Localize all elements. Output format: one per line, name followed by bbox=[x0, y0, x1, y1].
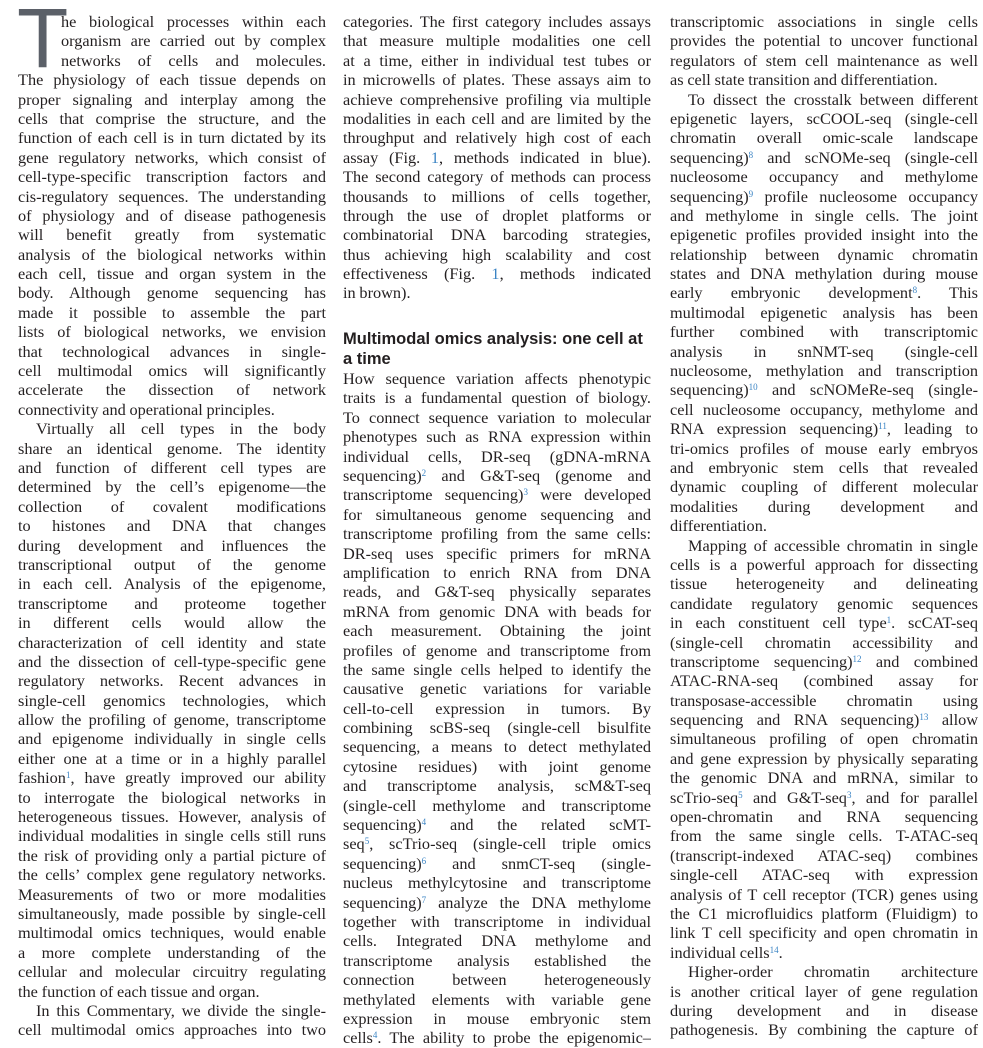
text-line: accelerate the dissection of network bbox=[18, 380, 326, 400]
section-heading bbox=[343, 330, 651, 369]
text-line: assay (Fig. 1, methods indicated in blue). bbox=[343, 147, 651, 167]
text-line: single-cell genomics technologies, which bbox=[18, 690, 326, 710]
text-line: causative genetic variations for variable bbox=[343, 679, 651, 699]
text-line: Higher-order chromatin architecture bbox=[688, 962, 978, 982]
text-line: to interrogate the biological networks in bbox=[18, 787, 326, 807]
text-line: categories. The first category includes assays bbox=[343, 12, 651, 31]
citation-link[interactable]: 3 bbox=[846, 789, 852, 800]
text-line: in each cell. Analysis of the epigenome, bbox=[18, 574, 326, 594]
column-3 bbox=[670, 12, 978, 1040]
text-line: chromatin overall omic-scale landscape bbox=[670, 128, 978, 148]
text-line: fashion$^1$, have greatly improved our ability bbox=[18, 768, 326, 788]
text-line: RNA expression sequencing)$^{11}$, leading to bbox=[670, 419, 978, 439]
text-line: cell-to-cell expression in tumors. By bbox=[343, 698, 651, 718]
text-line: gene regulatory networks, which consist of bbox=[18, 147, 326, 167]
text-line: made it possible to assemble the part bbox=[18, 302, 326, 322]
text-line: allow the profiling of genome, transcriptome bbox=[18, 710, 326, 730]
text-line: organism are carried out by complex bbox=[61, 31, 326, 51]
text-line: share an identical genome. The identity bbox=[18, 438, 326, 458]
paragraph bbox=[18, 12, 326, 419]
text-line: will benefit greatly from systematic bbox=[18, 225, 326, 245]
text-line: in each constituent cell type$^1$. scCAT-seq bbox=[670, 613, 978, 633]
text-line: epigenetic profiles provided insight into the bbox=[670, 225, 978, 245]
text-line: sequencing)$^7$ analyze the DNA methylome bbox=[343, 892, 651, 912]
text-line: through the use of droplet platforms or bbox=[343, 205, 651, 225]
text-line: transcriptomic associations in single cells bbox=[670, 12, 978, 31]
paragraph bbox=[670, 12, 978, 90]
text-line: the same single cells helped to identify the bbox=[343, 659, 651, 679]
text-line: and function of different cell types are bbox=[18, 457, 326, 477]
text-line: relationship between dynamic chromatin bbox=[670, 244, 978, 264]
text-line: individual modalities in single cells still runs bbox=[18, 826, 326, 846]
text-line: single-cell ATAC-seq with expression bbox=[670, 865, 978, 885]
text-line: at a time, either in individual test tubes or bbox=[343, 50, 651, 70]
citation-link[interactable]: 8 bbox=[748, 149, 754, 160]
text-line: To connect sequence variation to molecular bbox=[343, 407, 651, 427]
paragraph bbox=[670, 962, 978, 1040]
text-line: for simultaneous genome sequencing and bbox=[343, 504, 651, 524]
text-line: Mapping of accessible chromatin in single bbox=[688, 535, 978, 555]
text-line: further combined with transcriptomic bbox=[670, 322, 978, 342]
citation-link[interactable]: 13 bbox=[919, 712, 929, 723]
text-line: the cells’ complex gene regulatory networks. bbox=[18, 865, 326, 885]
text-line: early embryonic development$^8$. This bbox=[670, 283, 978, 303]
citation-link[interactable]: 6 bbox=[421, 855, 427, 866]
paragraph bbox=[343, 12, 651, 303]
text-line: transcriptional output of the genome bbox=[18, 554, 326, 574]
text-line: transcriptome and proteome together bbox=[18, 593, 326, 613]
text-line: The second category of methods can process bbox=[343, 167, 651, 187]
text-line: sequencing)$^9$ profile nucleosome occupancy bbox=[670, 186, 978, 206]
text-line: sequencing)$^6$ and snmCT-seq (single- bbox=[343, 853, 651, 873]
drop-cap: T bbox=[17, 0, 69, 85]
text-line: during development and in disease bbox=[670, 1000, 978, 1020]
text-line: regulatory networks. Recent advances in bbox=[18, 671, 326, 691]
paragraph bbox=[18, 1001, 326, 1040]
text-line: simultaneously, made possible by single-cell bbox=[18, 903, 326, 923]
citation-link[interactable]: 12 bbox=[852, 653, 862, 664]
text-line: together with transcriptome in individual bbox=[343, 912, 651, 931]
text-line: expression in mouse embryonic stem bbox=[343, 1008, 651, 1028]
text-line: profiles of genome and transcriptome from bbox=[343, 640, 651, 660]
text-line: either one at a time or in a highly parallel bbox=[18, 748, 326, 768]
text-line: characterization of cell identity and state bbox=[18, 632, 326, 652]
citation-link[interactable]: 5 bbox=[364, 836, 370, 847]
text-line: reads, and G&T-seq physically separates bbox=[343, 582, 651, 602]
text-line: (transcript-indexed ATAC-seq) combines bbox=[670, 845, 978, 865]
text-line: In this Commentary, we divide the single- bbox=[36, 1000, 326, 1020]
text-line: analysis of the biological networks within bbox=[18, 244, 326, 264]
text-line: epigenetic layers, scCOOL-seq (single-cell bbox=[670, 108, 978, 128]
text-line: cells that comprise the structure, and the bbox=[18, 108, 326, 128]
text-line: and transcriptome analysis, scM&T-seq bbox=[343, 776, 651, 796]
text-line: tissue heterogeneity and delineating bbox=[670, 574, 978, 594]
text-line: and the dissection of cell-type-specific gene bbox=[18, 651, 326, 671]
text-line: cytosine residues) with joint genome bbox=[343, 756, 651, 776]
text-line: modalities during development and bbox=[670, 496, 978, 516]
citation-link[interactable]: 3 bbox=[523, 487, 528, 498]
text-line: dynamic coupling of different molecular bbox=[670, 477, 978, 497]
text-line: of physiology and of disease pathogenesis bbox=[18, 205, 326, 225]
text-line: connectivity and operational principles. bbox=[18, 399, 275, 419]
text-line: and methylome in single cells. The joint bbox=[670, 205, 978, 225]
text-line: thus achieving high scalability and cost bbox=[343, 244, 651, 264]
text-line: (single-cell chromatin accessibility and bbox=[670, 632, 978, 652]
text-line: cells$^4$. The ability to probe the epigenomic– bbox=[343, 1028, 651, 1048]
text-line: and epigenome individually in single cells bbox=[18, 729, 326, 749]
text-line: cell-type-specific transcription factors and bbox=[18, 167, 326, 187]
figure-link[interactable]: 1 bbox=[430, 147, 440, 167]
text-line: states and DNA methylation during mouse bbox=[670, 264, 978, 284]
text-line: regulators of stem cell maintenance as well bbox=[670, 50, 978, 70]
text-line: each measurement. Obtaining the joint bbox=[343, 621, 651, 641]
text-line: the risk of providing only a partial picture of bbox=[18, 845, 326, 865]
text-line: traits is a fundamental question of biology. bbox=[343, 388, 651, 408]
text-line: as cell state transition and differentiation. bbox=[670, 70, 938, 90]
text-line: mRNA from genomic DNA with beads for bbox=[343, 601, 651, 621]
text-line: amplification to enrich RNA from DNA bbox=[343, 562, 651, 582]
citation-link[interactable]: 1 bbox=[65, 770, 71, 781]
text-line: multimodal omics techniques, would enable bbox=[18, 923, 326, 943]
spacer bbox=[343, 303, 651, 322]
text-line: transcriptome profiling from the same cells: bbox=[343, 524, 651, 544]
text-line: open-chromatin and RNA sequencing bbox=[670, 807, 978, 827]
text-line: To dissect the crosstalk between different bbox=[688, 89, 978, 109]
text-line: transcriptome sequencing)$^3$ were developed bbox=[343, 485, 651, 505]
citation-link[interactable]: 4 bbox=[372, 1030, 378, 1041]
text-line: and embryonic stem cells that revealed bbox=[670, 457, 978, 477]
section-heading-line: a time bbox=[343, 349, 391, 368]
text-line: provides the potential to uncover functional bbox=[670, 31, 978, 51]
text-line: determined by the cell’s epigenome—the bbox=[18, 477, 326, 497]
text-line: tri-omics profiles of mouse early embryos bbox=[670, 438, 978, 458]
paragraph bbox=[18, 419, 326, 1001]
text-line: effectiveness (Fig. 1, methods indicated bbox=[343, 264, 651, 284]
text-line: nucleosome occupancy and methylome bbox=[670, 167, 978, 187]
paragraph bbox=[670, 536, 978, 963]
text-line: thousands to millions of cells together, bbox=[343, 186, 651, 206]
text-line: DR-seq uses specific primers for mRNA bbox=[343, 543, 651, 563]
text-line: individual cells$^{14}$. bbox=[670, 942, 783, 962]
text-line: cells. Integrated DNA methylome and bbox=[343, 931, 651, 951]
paragraph bbox=[343, 369, 651, 1048]
text-line: cell multimodal omics approaches into two bbox=[18, 1020, 326, 1040]
column-2 bbox=[343, 12, 651, 1048]
text-line: simultaneous profiling of open chromatin bbox=[670, 729, 978, 749]
text-line: body. Although genome sequencing has bbox=[18, 283, 326, 303]
text-line: The physiology of each tissue depends on bbox=[18, 70, 326, 90]
text-line: differentiation. bbox=[670, 516, 767, 536]
text-line: that technological advances in single- bbox=[18, 341, 326, 361]
text-line: the C1 microfluidics platform (Fluidigm) to bbox=[670, 903, 978, 923]
text-line: analysis in snNMT-seq (single-cell bbox=[670, 341, 978, 361]
text-line: from the same single cells. T-ATAC-seq bbox=[670, 826, 978, 846]
text-line: a more complete understanding of the bbox=[18, 942, 326, 962]
citation-link[interactable]: 4 bbox=[421, 817, 427, 828]
text-line: combinatorial DNA barcoding strategies, bbox=[343, 225, 651, 245]
text-line: to histones and DNA that changes bbox=[18, 516, 326, 536]
text-line: Measurements of two or more modalities bbox=[18, 884, 326, 904]
text-line: Virtually all cell types in the body bbox=[36, 419, 326, 439]
text-line: in microwells of plates. These assays aim to bbox=[343, 70, 651, 90]
text-line: transposase-accessible chromatin using bbox=[670, 690, 978, 710]
text-line: sequencing)$^2$ and G&T-seq (genome and bbox=[343, 466, 651, 486]
section-heading-line: Multimodal omics analysis: one cell at bbox=[343, 330, 643, 349]
text-line: cis-regulatory sequences. The understanding bbox=[18, 186, 326, 206]
text-line: the function of each tissue and organ. bbox=[18, 981, 260, 1001]
text-line: proper signaling and interplay among the bbox=[18, 89, 326, 109]
text-line: each cell, tissue and organ system in the bbox=[18, 264, 326, 284]
citation-link[interactable]: 11 bbox=[878, 421, 887, 432]
text-line: modalities in each cell and are limited by the bbox=[343, 108, 651, 128]
text-line: that measure multiple modalities one cell bbox=[343, 31, 651, 51]
citation-link[interactable]: 8 bbox=[912, 285, 918, 296]
text-line: analysis of T cell receptor (TCR) genes using bbox=[670, 884, 978, 904]
text-line: lists of biological networks, we envision bbox=[18, 322, 326, 342]
text-line: transcriptome analysis established the bbox=[343, 950, 651, 970]
text-line: scTrio-seq$^5$ and G&T-seq$^3$, and for parallel bbox=[670, 787, 978, 807]
text-line: and gene expression by physically separating bbox=[670, 748, 978, 768]
text-line: combining scBS-seq (single-cell bisulfite bbox=[343, 718, 651, 738]
text-line: nucleus methylcytosine and transcriptome bbox=[343, 873, 651, 893]
paragraph bbox=[670, 90, 978, 536]
text-line: heterogeneous tissues. However, analysis of bbox=[18, 807, 326, 827]
text-line: he biological processes within each bbox=[61, 12, 326, 31]
citation-link[interactable]: 2 bbox=[421, 468, 427, 479]
text-line: transcriptome sequencing)$^{12}$ and combined bbox=[670, 651, 978, 671]
text-line: How sequence variation affects phenotypic bbox=[343, 369, 651, 389]
text-line: in different cells would allow the bbox=[18, 613, 326, 633]
text-line: link T cell specificity and open chromatin in bbox=[670, 923, 978, 943]
text-line: is another critical layer of gene regulation bbox=[670, 981, 978, 1001]
text-line: sequencing)$^4$ and the related scMT- bbox=[343, 815, 651, 835]
text-line: methylated elements with variable gene bbox=[343, 989, 651, 1009]
text-line: cell multimodal omics will significantly bbox=[18, 361, 326, 381]
text-line: the genomic DNA and mRNA, similar to bbox=[670, 768, 978, 788]
text-line: cells is a powerful approach for dissecting bbox=[670, 554, 978, 574]
text-line: candidate regulatory genomic sequences bbox=[670, 593, 978, 613]
text-line: during development and influences the bbox=[18, 535, 326, 555]
text-line: nucleosome, methylation and transcription bbox=[670, 361, 978, 381]
figure-link[interactable]: 1 bbox=[491, 264, 500, 284]
text-line: sequencing)$^{10}$ and scNOMeRe-seq (single- bbox=[670, 380, 978, 400]
text-line: sequencing and RNA sequencing)$^{13}$ allow bbox=[670, 710, 978, 730]
text-line: multimodal epigenetic analysis has been bbox=[670, 302, 978, 322]
text-line: sequencing)$^8$ and scNOMe-seq (single-cell bbox=[670, 147, 978, 167]
text-line: networks of cells and molecules. bbox=[61, 50, 326, 70]
text-line: ATAC-RNA-seq (combined assay for bbox=[670, 671, 978, 691]
text-line: sequencing, a means to detect methylated bbox=[343, 737, 651, 757]
citation-link[interactable]: 14 bbox=[769, 944, 779, 955]
text-line: function of each cell is in turn dictated by its bbox=[18, 128, 326, 148]
citation-link[interactable]: 10 bbox=[748, 382, 758, 393]
text-line: collection of covalent modifications bbox=[18, 496, 326, 516]
text-line: achieve comprehensive profiling via multiple bbox=[343, 89, 651, 109]
text-line: individual cells, DR-seq (gDNA-mRNA bbox=[343, 446, 651, 466]
text-line: pathogenesis. By combining the capture of bbox=[670, 1020, 978, 1040]
text-line: in brown). bbox=[343, 283, 411, 303]
text-line: phenotypes such as RNA expression within bbox=[343, 427, 651, 447]
text-line: throughput and relatively high cost of each bbox=[343, 128, 651, 148]
text-line: cellular and molecular circuitry regulating bbox=[18, 962, 326, 982]
citation-link[interactable]: 5 bbox=[738, 789, 743, 800]
citation-link[interactable]: 9 bbox=[748, 188, 754, 199]
text-line: connection between heterogeneously bbox=[343, 970, 651, 990]
text-line: (single-cell methylome and transcriptome bbox=[343, 795, 651, 815]
column-1 bbox=[18, 12, 326, 1040]
text-line: cell nucleosome occupancy, methylome and bbox=[670, 399, 978, 419]
citation-link[interactable]: 7 bbox=[421, 894, 427, 905]
text-line: seq$^5$, scTrio-seq (single-cell triple omics bbox=[343, 834, 651, 854]
citation-link[interactable]: 1 bbox=[886, 615, 892, 626]
